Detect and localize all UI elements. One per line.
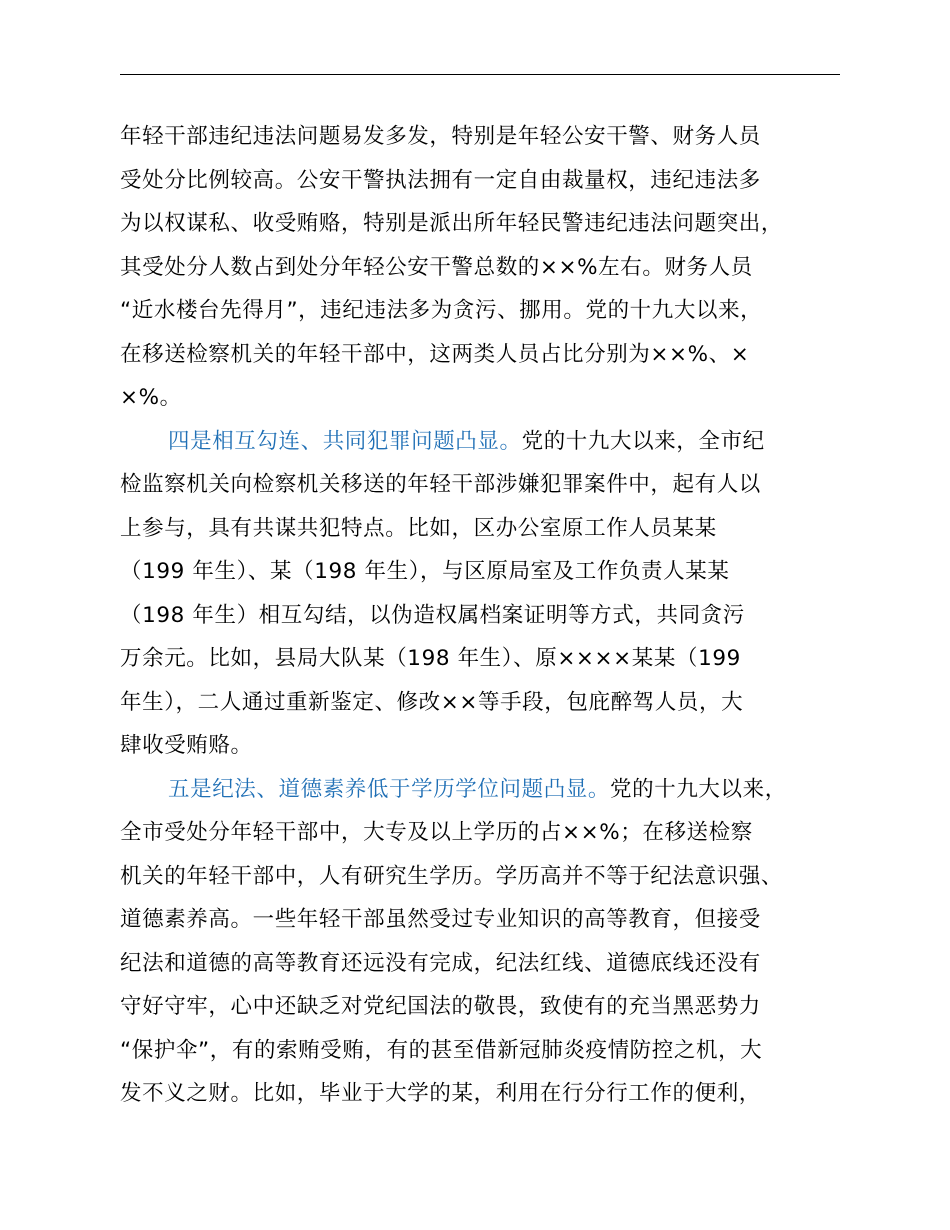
paragraph-1 (120, 115, 858, 420)
text-line: 道德素养高。一些年轻干部虽然受过专业知识的高等教育，但接受 (120, 907, 761, 932)
paragraph-first-line (120, 420, 858, 464)
text-line: 万余元。比如，县局大队某（198 年生）、原××××某某（199 (120, 646, 741, 671)
section-heading-four: 四是相互勾连、共同犯罪问题凸显。 (168, 428, 522, 454)
text-line: 为以权谋私、收受贿赂，特别是派出所年轻民警违纪违法问题突出， (120, 211, 784, 236)
text-line: 机关的年轻干部中，人有研究生学历。学历高并不等于纪法意识强、 (120, 863, 784, 889)
paragraph-2 (120, 420, 858, 768)
text-line: “近水楼台先得月”，违纪违法多为贪污、挪用。党的十九大以来， (120, 298, 763, 323)
text-line: 纪法和道德的高等教育还远没有完成，纪法红线、道德底线还没有 (120, 950, 761, 976)
document-body (120, 115, 858, 1116)
text-line: “保护伞”，有的索贿受贿，有的甚至借新冠肺炎疫情防控之机，大 (120, 1037, 763, 1063)
text-line: 年生），二人通过重新鉴定、修改××等手段，包庇醉驾人员，大 (120, 689, 744, 715)
text-line: 守好守牢，心中还缺乏对党纪国法的敬畏，致使有的充当黑恶势力 (120, 994, 761, 1019)
heading-trailing-text: 党的十九大以来，全市纪 (521, 428, 765, 454)
paragraph-first-line (120, 768, 858, 812)
text-line: 全市受处分年轻干部中，大专及以上学历的占××%；在移送检察 (120, 820, 753, 845)
paragraph-3 (120, 768, 858, 1116)
text-line: 受处分比例较高。公安干警执法拥有一定自由裁量权，违纪违法多 (120, 167, 761, 193)
header-rule (120, 74, 840, 75)
text-line: ×%。 (120, 385, 182, 410)
text-line: 上参与，具有共谋共犯特点。比如，区办公室原工作人员某某 (120, 515, 717, 541)
text-line: 其受处分人数占到处分年轻公安干警总数的××%左右。财务人员 (120, 254, 753, 280)
text-line: 发不义之财。比如，毕业于大学的某，利用在行分行工作的便利， (120, 1081, 761, 1106)
heading-trailing-text: 党的十九大以来， (610, 776, 787, 802)
section-heading-five: 五是纪法、道德素养低于学历学位问题凸显。 (168, 776, 611, 802)
text-line: 在移送检察机关的年轻干部中，这两类人员占比分别为××%、× (120, 341, 750, 367)
text-line: 肆收受贿赂。 (120, 733, 253, 758)
text-line: 检监察机关向检察机关移送的年轻干部涉嫌犯罪案件中，起有人以 (120, 472, 761, 497)
text-line: 年轻干部违纪违法问题易发多发，特别是年轻公安干警、财务人员 (120, 124, 761, 149)
text-line: （199 年生）、某（198 年生），与区原局室及工作负责人某某 (120, 559, 730, 584)
text-line: （198 年生）相互勾结，以伪造权属档案证明等方式，共同贪污 (120, 602, 745, 628)
